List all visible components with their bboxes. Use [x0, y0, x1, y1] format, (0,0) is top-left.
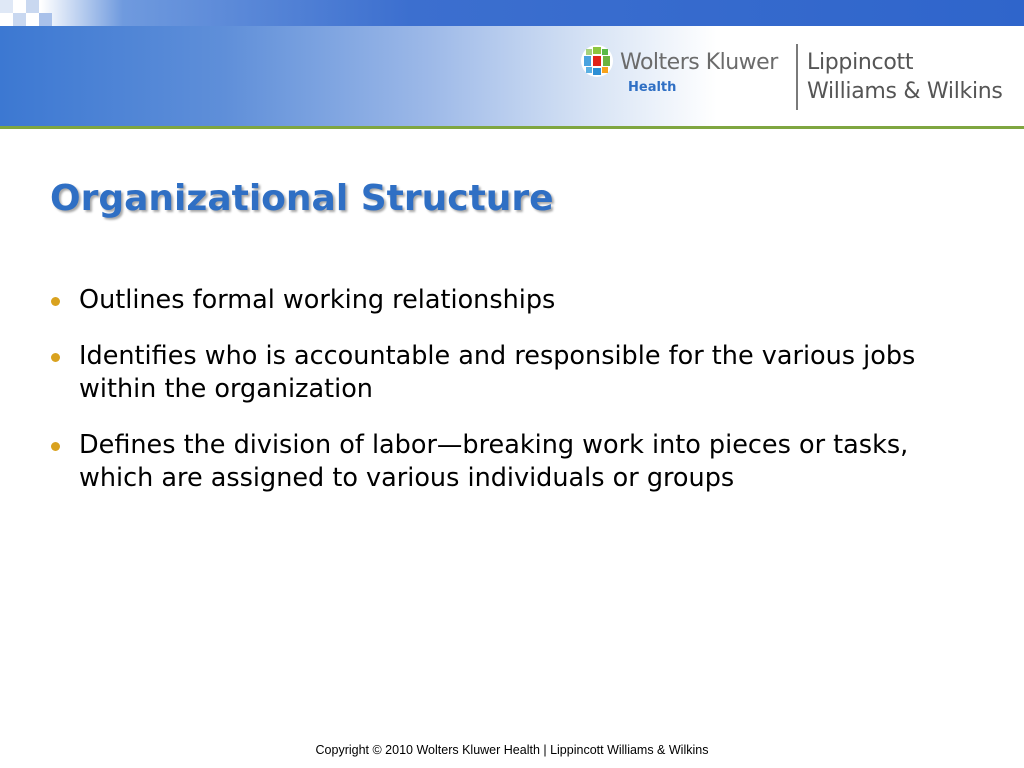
- footer: [0, 743, 1024, 757]
- logo-imprint-line2: Williams & Wilkins: [807, 79, 1003, 104]
- logo-divider: [796, 44, 798, 110]
- logo-division-name: Health: [628, 80, 677, 95]
- slide-title: Organizational Structure: [50, 178, 554, 219]
- bullet-item: [50, 340, 980, 406]
- bullet-dot-icon: [51, 297, 60, 306]
- header-top-bar: [0, 0, 1024, 26]
- bullet-list: [50, 284, 980, 518]
- publisher-logo: [578, 42, 1018, 112]
- bullet-text: Outlines formal working relationships: [79, 285, 556, 315]
- bullet-dot-icon: [51, 353, 60, 362]
- bullet-text: Defines the division of labor—breaking work into pieces or tasks, which are assigned to various individuals or groups: [79, 430, 909, 493]
- bullet-item: [50, 429, 980, 495]
- wolters-kluwer-globe-icon: [580, 44, 614, 78]
- bullet-item: [50, 284, 980, 317]
- logo-company-name: Wolters Kluwer: [620, 50, 778, 75]
- corner-checker-pattern: [0, 0, 60, 26]
- bullet-dot-icon: [51, 442, 60, 451]
- logo-imprint-line1: Lippincott: [807, 50, 914, 75]
- header-divider-rule: [0, 126, 1024, 129]
- bullet-text: Identifies who is accountable and responsible for the various jobs within the organization: [79, 341, 916, 404]
- copyright-text: Copyright © 2010 Wolters Kluwer Health | Lippincott Williams & Wilkins: [315, 743, 709, 757]
